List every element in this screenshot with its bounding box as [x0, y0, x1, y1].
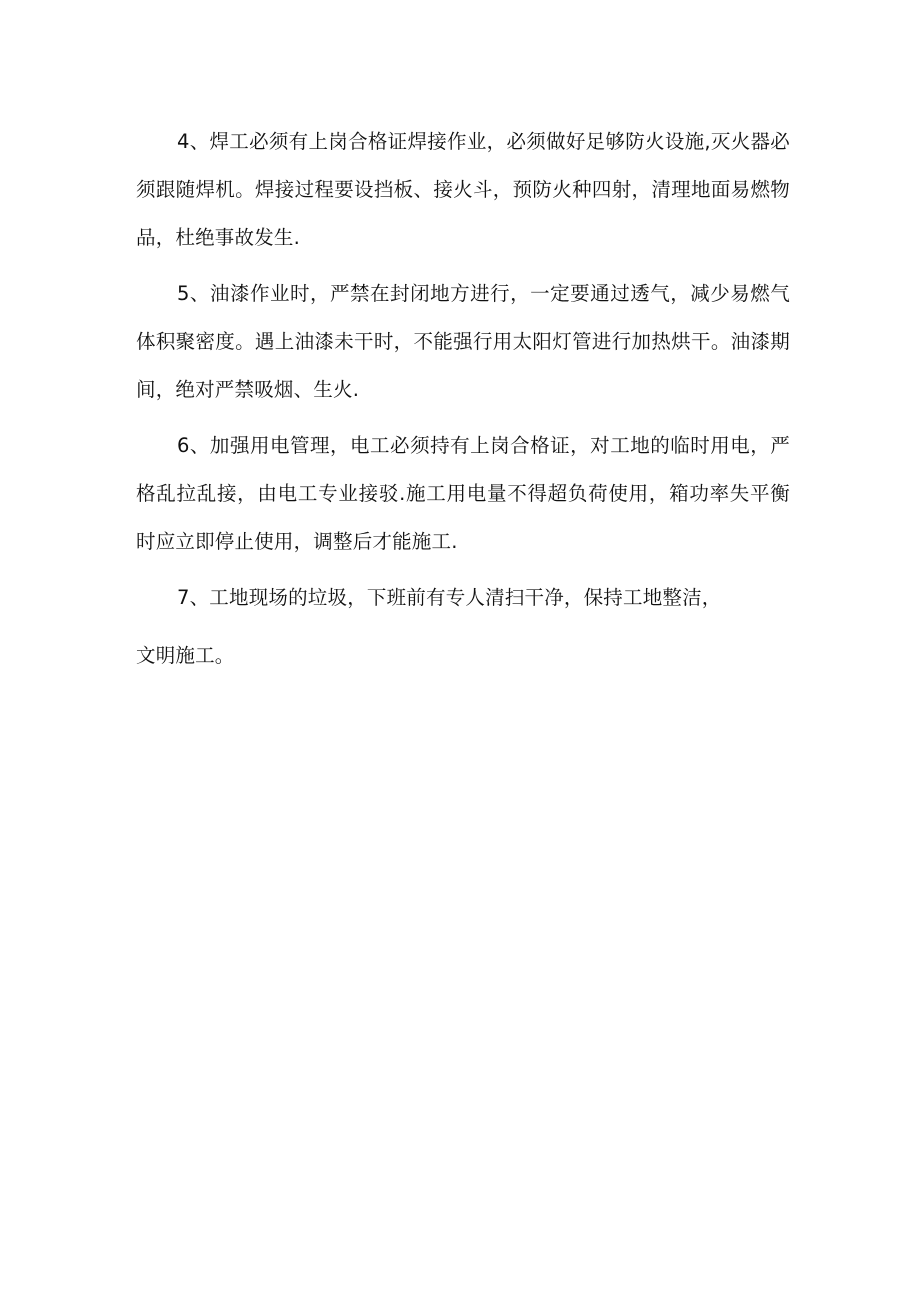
- paragraph-item-4: 4、焊工必须有上岗合格证焊接作业，必须做好足够防火设施,灭火器必须跟随焊机。焊接过程要设挡板、接火斗，预防火种四射，清理地面易燃物品，杜绝事故发生.: [136, 130, 790, 249]
- paragraph-item-5: 5、油漆作业时，严禁在封闭地方进行，一定要通过透气，减少易燃气体积聚密度。遇上油漆未干时，不能强行用太阳灯管进行加热烘干。油漆期间，绝对严禁吸烟、生火.: [136, 282, 790, 401]
- paragraph-item-7: 7、工地现场的垃圾，下班前有专人清扫干净，保持工地整洁，: [177, 586, 722, 609]
- paragraph-item-6: 6、加强用电管理，电工必须持有上岗合格证，对工地的临时用电，严格乱拉乱接，由电工专业接驳.施工用电量不得超负荷使用，箱功率失平衡时应立即停止使用，调整后才能施工.: [136, 434, 790, 553]
- paragraph-trailing-line: 文明施工。: [136, 644, 235, 667]
- document-body: [136, 118, 790, 674]
